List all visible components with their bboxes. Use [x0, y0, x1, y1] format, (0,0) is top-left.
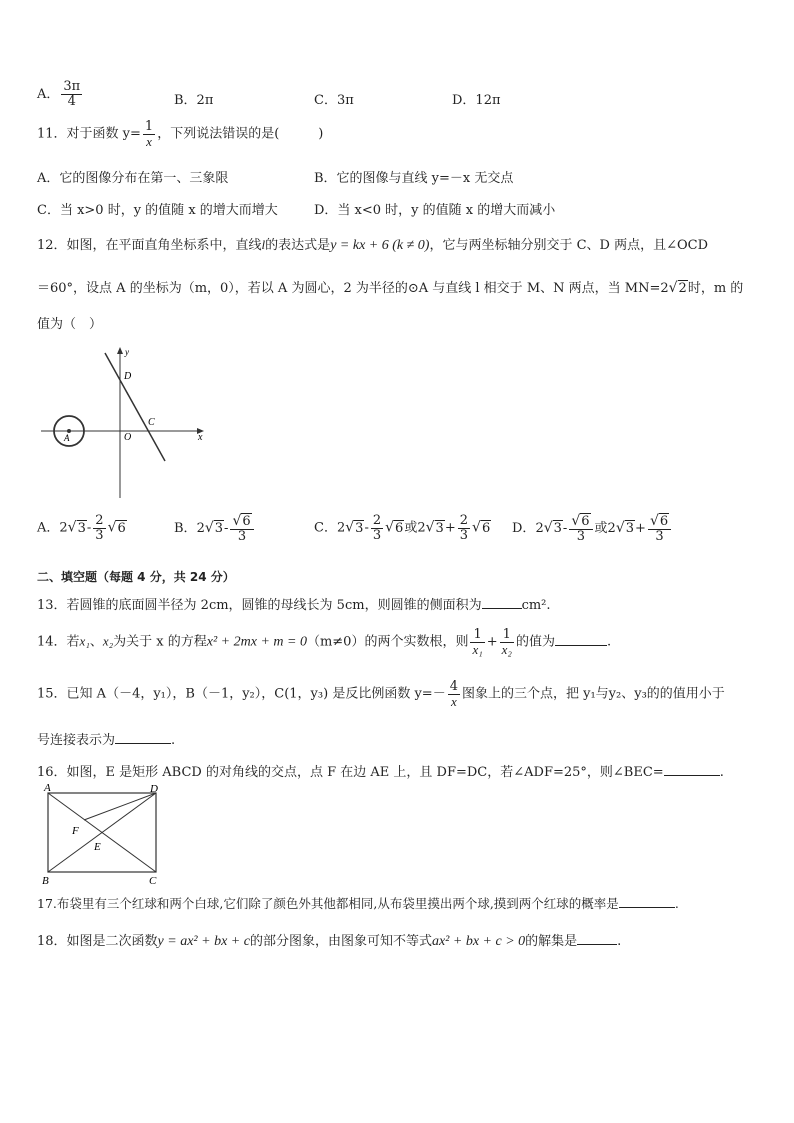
q13-answer-blank[interactable]	[482, 608, 522, 609]
q15-answer-blank[interactable]	[115, 743, 171, 744]
q11-option-d: D．当 x<0 时，y 的值随 x 的增大而减小	[314, 203, 556, 218]
label-e: E	[94, 841, 101, 853]
label-f: F	[72, 825, 79, 837]
q12-line1: 12．如图，在平面直角坐标系中，直线l的表达式是y = kx + 6 (k ≠ 0)，它与两坐标轴分别交于 C、D 两点，且∠OCD	[37, 237, 709, 253]
label-a: A	[44, 782, 51, 794]
q12-option-c: C．2√3- $\frac{2}{3}$ √6或2√3+ $\frac{2}{3}$ √6	[314, 513, 491, 543]
q15-line1: 15．已知 A（－4，y₁），B（－1，y₂），C(1，y₃) 是反比例函数 y=－ $\frac{4}{x}$ 图象上的三个点，把 y₁与y₂、y₃的的值用小于	[37, 679, 725, 709]
label-c: C	[148, 417, 155, 428]
label-y: y	[125, 347, 129, 357]
q15-line2: 号连接表示为 .	[37, 733, 176, 748]
label-o: O	[124, 432, 132, 443]
q18: 18．如图是二次函数y = ax² + bx + c的部分图象，由图象可知不等式ax² + bx + c > 0的解集是 .	[37, 934, 622, 949]
q10-option-b: B．2π	[174, 93, 214, 108]
q17: 17.布袋里有三个红球和两个白球,它们除了颜色外其他都相同,从布袋里摸出两个球,摸到两个红球的概率是 .	[37, 896, 679, 911]
q13: 13．若圆锥的底面圆半径为 2cm，圆锥的母线长为 5cm，则圆锥的侧面积为 cm².	[37, 598, 551, 613]
q10-option-a: A． $\frac{3\pi}{4}$	[37, 79, 81, 109]
q16-answer-blank[interactable]	[664, 775, 720, 776]
q10-option-c: C．3π	[314, 93, 354, 108]
q11-option-c: C．当 x>0 时，y 的值随 x 的增大而增大	[37, 203, 278, 218]
q16-figure	[38, 780, 168, 890]
q11-fraction: $\frac{1}{x}$	[144, 119, 154, 149]
q10-a-fraction: $\frac{3\pi}{4}$	[63, 79, 81, 109]
q14: 14．若x₁、x₂为关于 x 的方程x² + 2mx + m = 0（m≠0）的两个实数根，则 $\frac{1}{\text{x₁}}$ + $\frac{1}{\text{x₂}}$ 的值为 .	[37, 627, 612, 657]
q12-option-d: D．2√3- $\frac{√6}{3}$ 或2√3+ $\frac{√6}{3}$	[512, 514, 673, 543]
q10-option-d: D．12π	[452, 93, 501, 108]
segment-df	[84, 793, 156, 820]
q11-option-b: B．它的图像与直线 y=－x 无交点	[314, 171, 514, 186]
label-d: D	[124, 371, 132, 382]
q12-line3: 值为（ ）	[37, 317, 103, 332]
q12-option-a: A．2√3- $\frac{2}{3}$ √6	[37, 513, 126, 543]
q18-answer-blank[interactable]	[577, 944, 617, 945]
line-l	[105, 353, 165, 461]
section-heading: 二、填空题（每题 4 分，共 24 分）	[37, 570, 235, 584]
label-x: x	[198, 432, 203, 443]
q17-answer-blank[interactable]	[619, 907, 675, 908]
q16: 16．如图，E 是矩形 ABCD 的对角线的交点，点 F 在边 AE 上，且 DF=DC，若∠ADF=25°，则∠BEC= .	[37, 765, 724, 780]
label-c: C	[149, 875, 157, 887]
label-d: D	[150, 783, 158, 795]
q11-option-a: A．它的图像分布在第一、三象限	[37, 171, 229, 186]
q12-line2: ＝60°，设点 A 的坐标为（m，0），若以 A 为圆心，2 为半径的⊙A 与直线 l 相交于 M、N 两点，当 MN=2√2时，m 的	[37, 280, 744, 296]
label-a: A	[64, 433, 70, 443]
q12-option-b: B．2√3- $\frac{√6}{3}$	[174, 514, 256, 543]
label-b: B	[42, 875, 49, 887]
q12-figure	[38, 343, 218, 503]
q14-answer-blank[interactable]	[555, 645, 607, 646]
y-axis-arrow	[117, 347, 123, 354]
q11-stem: 11．对于函数 y= $\frac{1}{x}$ ，下列说法错误的是( )	[37, 119, 324, 149]
q10-options	[37, 80, 84, 108]
